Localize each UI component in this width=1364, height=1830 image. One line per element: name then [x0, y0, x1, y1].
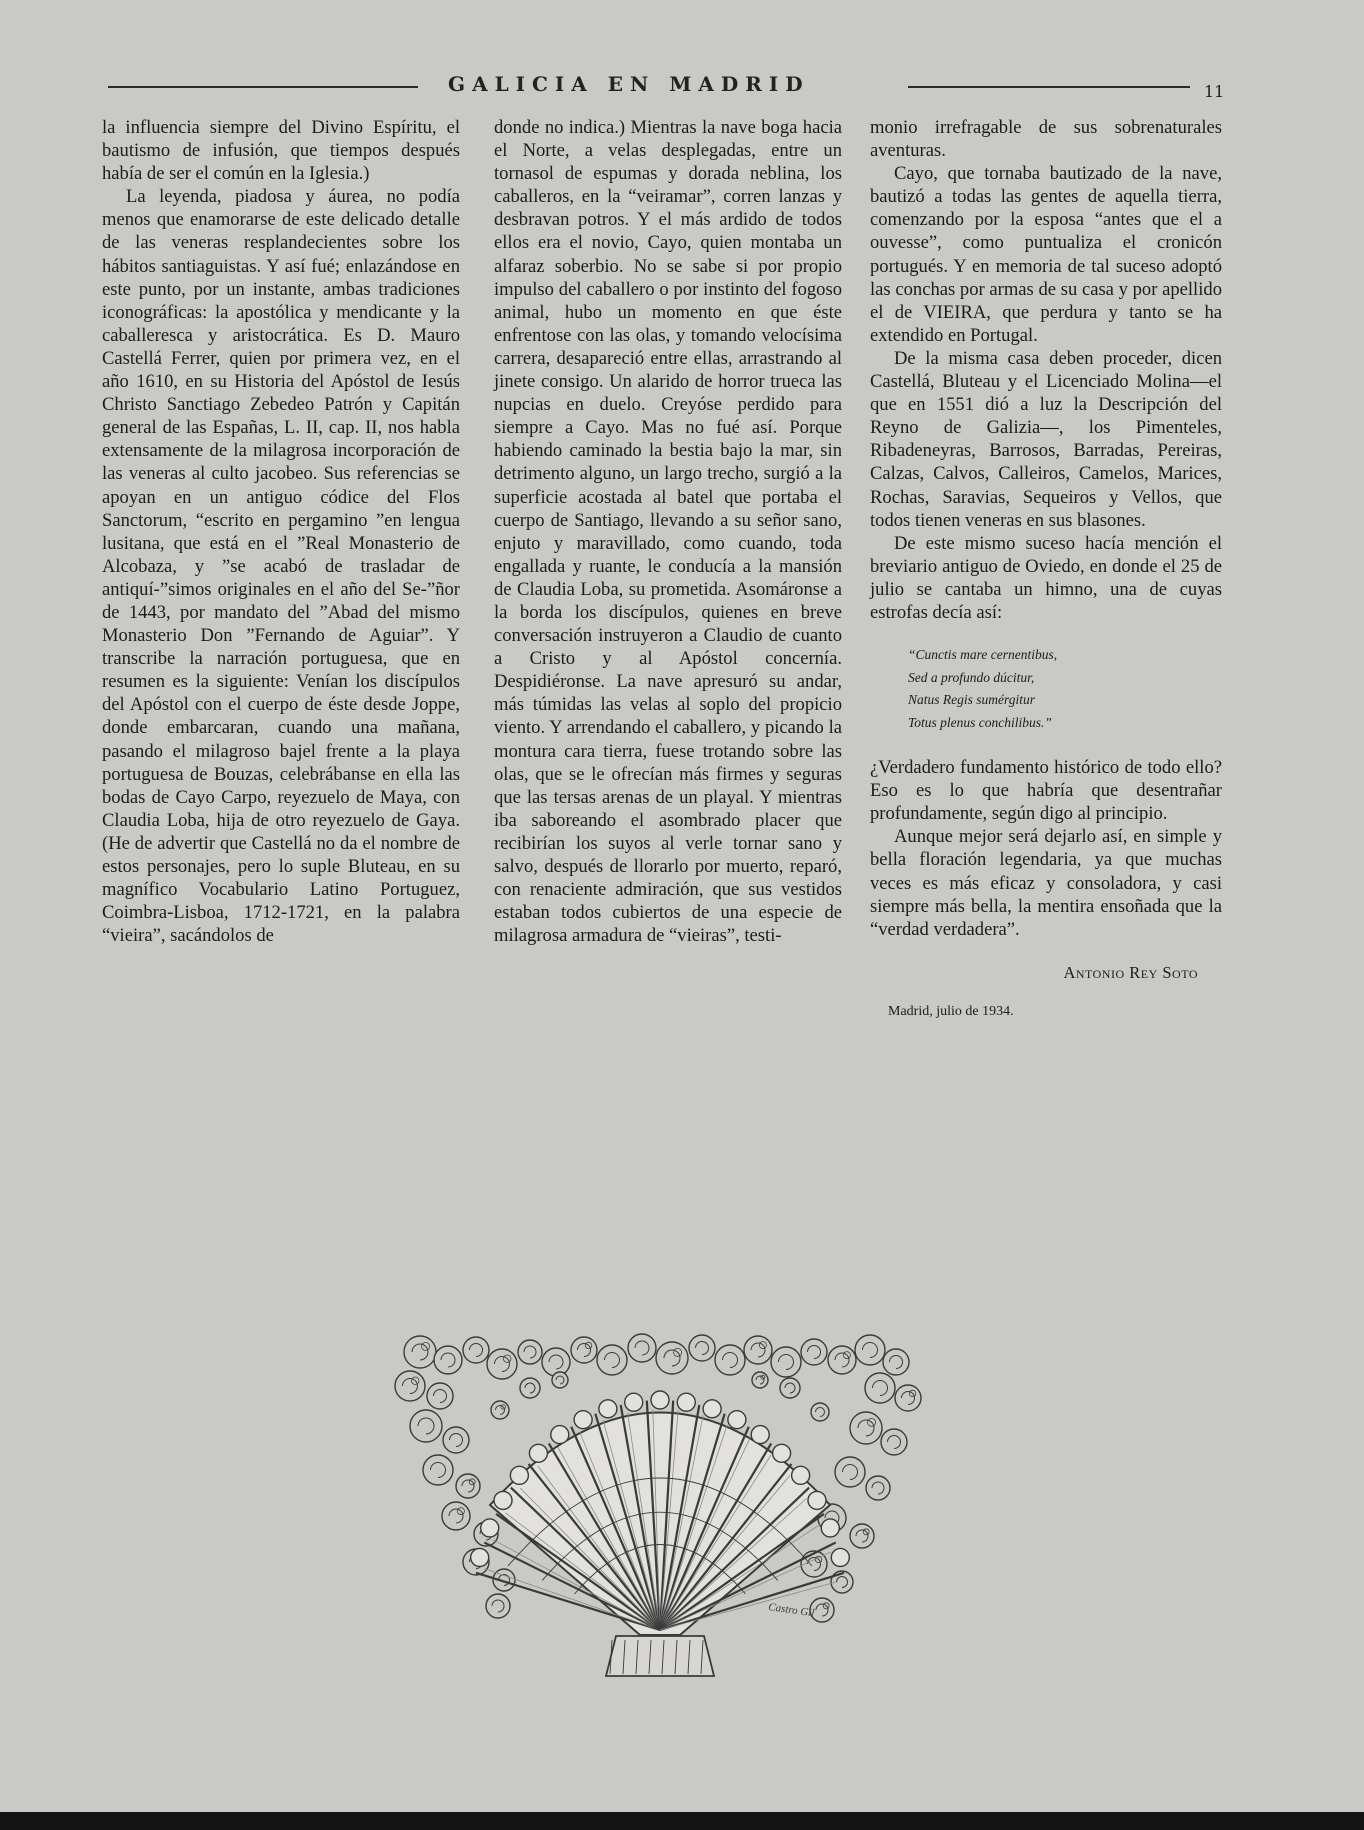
paragraph: La leyenda, piadosa y áurea, no podía menos que enamorarse de este delicado detalle de las veneras resplandecientes sobre los hábitos santiaguistas. Y así fué; enlazándose en este punto, por un instante, ambas tradiciones iconográficas: la apostólica y mendicante y la caballeresca y aristocrática. Es D. Mauro Castellá Ferrer, quien por primera vez, en el año 1610, en su Historia del Apóstol de Iesús Christo Sanctiago Zebedeo Patrón y Capitán general de las Españas, L. II, cap. II, nos habla extensamente de la milagrosa incorporación de las veneras al culto jacobeo. Sus referencias se apoyan en un antiguo códice del Flos Sanctorum, “escrito en pergamino ”en lengua lusitana, que está en el ”Real Monasterio de Alcobaza, y ”se acabó de trasladar de antiquí-”simos originales en el año del Se-”ñor de 1443, por mandato del ”Abad del mismo Monasterio Don ”Fernando de Aguiar”. Y transcribe la narración portuguesa, que en resumen es la siguiente: Venían los discípulos del Apóstol con el cuerpo de éste desde Joppe, donde embarcaran, cuando una mañana, pasando el milagroso bajel frente a la playa portuguesa de Bouzas, celebrábanse en ella las bodas de Cayo Carpo, reyezuelo de Maya, con Claudia Loba, hija de otro reyezuelo de Gaya. (He de advertir que Castellá no da el nombre de estos personajes, pero lo suple Bluteau, en su magnífico Vocabulario Latino Portuguez, Coimbra-Lisboa, 1712-1721, en la palabra “vieira”, sacándolos de — [102, 186, 460, 947]
paragraph: ¿Verdadero fundamento histórico de todo ello? Eso es lo que habría que desentrañar profundamente, según digo al principio. — [870, 757, 1222, 825]
foam-bubble — [828, 1346, 856, 1374]
foam-bubble — [442, 1502, 470, 1530]
foam-bubble — [656, 1342, 688, 1374]
shell-rim-lobe — [599, 1400, 617, 1418]
shell-rim-lobe — [703, 1400, 721, 1418]
foam-bubble — [487, 1349, 517, 1379]
page-number: 11 — [1204, 82, 1225, 101]
shell-rim-lobe — [808, 1491, 826, 1509]
artist-signature: Castro Gil — [767, 1601, 816, 1620]
header-rule-left — [108, 86, 418, 88]
shell-rim-lobe — [651, 1391, 669, 1409]
shell-rim-lobe — [551, 1426, 569, 1444]
shell-rim-lobe — [481, 1519, 499, 1537]
shell-rim-lobe — [792, 1466, 810, 1484]
foam-bubble — [427, 1383, 453, 1409]
shell-rim-lobe — [625, 1393, 643, 1411]
foam-bubble — [542, 1348, 570, 1376]
foam-bubble — [552, 1372, 568, 1388]
paragraph: monio irrefragable de sus sobrenaturales aventuras. — [870, 117, 1222, 162]
hymn-line: Natus Regis sumérgitur — [908, 692, 1036, 708]
scan-edge — [0, 1812, 1364, 1830]
hymn-line: Sed a profundo dúcitur, — [908, 669, 1035, 685]
foam-bubble — [597, 1345, 627, 1375]
paragraph: De la misma casa deben proceder, dicen Castellá, Bluteau y el Licenciado Molina—el que en 1551 dió a luz la Descripción del Reyno de Galizia—, los Pimenteles, Ribadeneyras, Barrosos, Barradas, Pereiras, Calzas, Calvos, Calleiros, Camelos, Marices, Rochas, Saravias, Sequeiros y Vellos, que todos tienen veneras en sus blasones. — [870, 347, 1222, 531]
shell-rim-lobe — [773, 1444, 791, 1462]
foam-bubble — [801, 1339, 827, 1365]
paragraph: Cayo, que tornaba bautizado de la nave, bautizó a todas las gentes de aquella tierra, comenzando por la esposa “antes que el a ouvesse”, como puntualiza el cronicón portugués. Y en memoria de tal suceso adoptó las conchas por armas de su casa y por apellido el de VIEIRA, que perdura y tanto se ha extendido en Portugal. — [870, 163, 1222, 346]
shell-rim-lobe — [677, 1393, 695, 1411]
author-signature: Antonio Rey Soto — [1063, 962, 1198, 982]
shell-rim-lobe — [494, 1491, 512, 1509]
shell-rim-lobe — [574, 1411, 592, 1429]
shell-rim-lobe — [831, 1548, 849, 1566]
shell-rim-lobe — [821, 1519, 839, 1537]
foam-bubble — [811, 1403, 829, 1421]
foam-bubble — [404, 1336, 436, 1368]
foam-bubble — [865, 1373, 895, 1403]
text-column-3 — [870, 116, 1222, 1023]
shell-rim-lobe — [529, 1444, 547, 1462]
foam-bubble — [850, 1412, 882, 1444]
hymn-line: Totus plenus conchilibus.” — [908, 714, 1052, 730]
foam-bubble — [628, 1334, 656, 1362]
foam-bubble — [456, 1474, 480, 1498]
foam-bubble — [410, 1410, 442, 1442]
foam-bubble — [895, 1385, 921, 1411]
shell-hinge — [606, 1636, 714, 1676]
foam-bubble — [434, 1346, 462, 1374]
foam-bubble — [520, 1378, 540, 1398]
text-column-1 — [102, 116, 460, 947]
hymn-line: “Cunctis mare cernentibus, — [908, 647, 1058, 663]
scallop-shell-illustration — [380, 1330, 940, 1690]
foam-bubble — [491, 1401, 509, 1419]
foam-bubble — [395, 1371, 425, 1401]
hymn-stanza — [908, 644, 1222, 734]
paragraph: la influencia siempre del Divino Espíritu, el bautismo de infusión, que tiempos después había de ser el común en la Iglesia.) — [102, 117, 460, 185]
foam-bubble — [689, 1335, 715, 1361]
foam-bubble — [771, 1347, 801, 1377]
shell-rim-lobe — [471, 1548, 489, 1566]
paragraph: donde no indica.) Mientras la nave boga hacia el Norte, a velas desplegadas, entre un tornasol de espumas y dorada neblina, los caballeros, en la “veiramar”, corren lanzas y desbravan potros. Y el más ardido de todos ellos era el novio, Cayo, quien montaba un alfaraz soberbio. No se sabe si por propio impulso del caballero o por instinto del fogoso animal, hubo un momento en que éste enfrentose con las olas, y tomando velocísima carrera, desapareció entre ellas, arrastrando al jinete consigo. Un alarido de horror trueca las nupcias en duelo. Creyóse perdido para siempre a Cayo. Mas no fué así. Porque habiendo caminado la bestia bajo la mar, sin detrimento alguno, un largo trecho, surgió a la superficie acostada al batel que portaba el cuerpo de Santiago, llevando a su señor sano, enjuto y maravillado, como cuando, toda engallada y ruante, le conducía a la mansión de Claudia Loba, su prometida. Asomáronse a la borda los discípulos, quienes en breve conversación instruyeron a Claudio de cuanto a Cristo y al Apóstol concernía. Despidiéronse. La nave apresuró su andar, más túmidas las velas al soplo del propicio viento. Y arrendando el caballero, y picando la montura cara tierra, fuese trotando sobre las olas, que se le ofrecían más firmes y seguras que las tersas arenas de un playal. Y mientras iba saboreando el asombrado placer que recibirían los suyos al verle tornar sano y salvo, después de llorarlo por muerto, reparó, con renaciente admiración, que sus vestidos estaban todos cubiertos de una especie de milagrosa armadura de “vieiras”, testi- — [494, 117, 842, 947]
running-head: GALICIA EN MADRID — [448, 72, 810, 96]
foam-bubble — [486, 1594, 510, 1618]
place-date: Madrid, julio de 1934. — [888, 1003, 1014, 1019]
foam-bubble — [866, 1476, 890, 1500]
paragraph: De este mismo suceso hacía mención el breviario antiguo de Oviedo, en donde el 25 de julio se cantaba un himno, una de cuyas estrofas decía así: — [870, 532, 1222, 623]
foam-bubble — [855, 1335, 885, 1365]
foam-bubble — [780, 1378, 800, 1398]
foam-bubble — [443, 1427, 469, 1453]
shell-rim-lobe — [510, 1466, 528, 1484]
header-rule-right — [908, 86, 1190, 88]
foam-bubble — [883, 1349, 909, 1375]
paragraph: Aunque mejor será dejarlo así, en simple y bella floración legendaria, ya que muchas veces es más eficaz y consoladora, y casi siempre más bella, la mentira ensoñada que la “verdad verdadera”. — [870, 826, 1222, 940]
foam-bubble — [850, 1524, 874, 1548]
foam-bubble — [744, 1336, 772, 1364]
foam-bubble — [752, 1372, 768, 1388]
foam-bubble — [571, 1337, 597, 1363]
text-column-2 — [494, 116, 842, 947]
shell-rim-lobe — [728, 1411, 746, 1429]
foam-bubble — [463, 1337, 489, 1363]
scallop-shell-icon — [471, 1391, 850, 1676]
foam-bubble — [835, 1457, 865, 1487]
foam-bubble — [715, 1345, 745, 1375]
foam-bubble — [881, 1429, 907, 1455]
shell-rim-lobe — [751, 1426, 769, 1444]
foam-bubble — [518, 1340, 542, 1364]
foam-bubble — [423, 1455, 453, 1485]
